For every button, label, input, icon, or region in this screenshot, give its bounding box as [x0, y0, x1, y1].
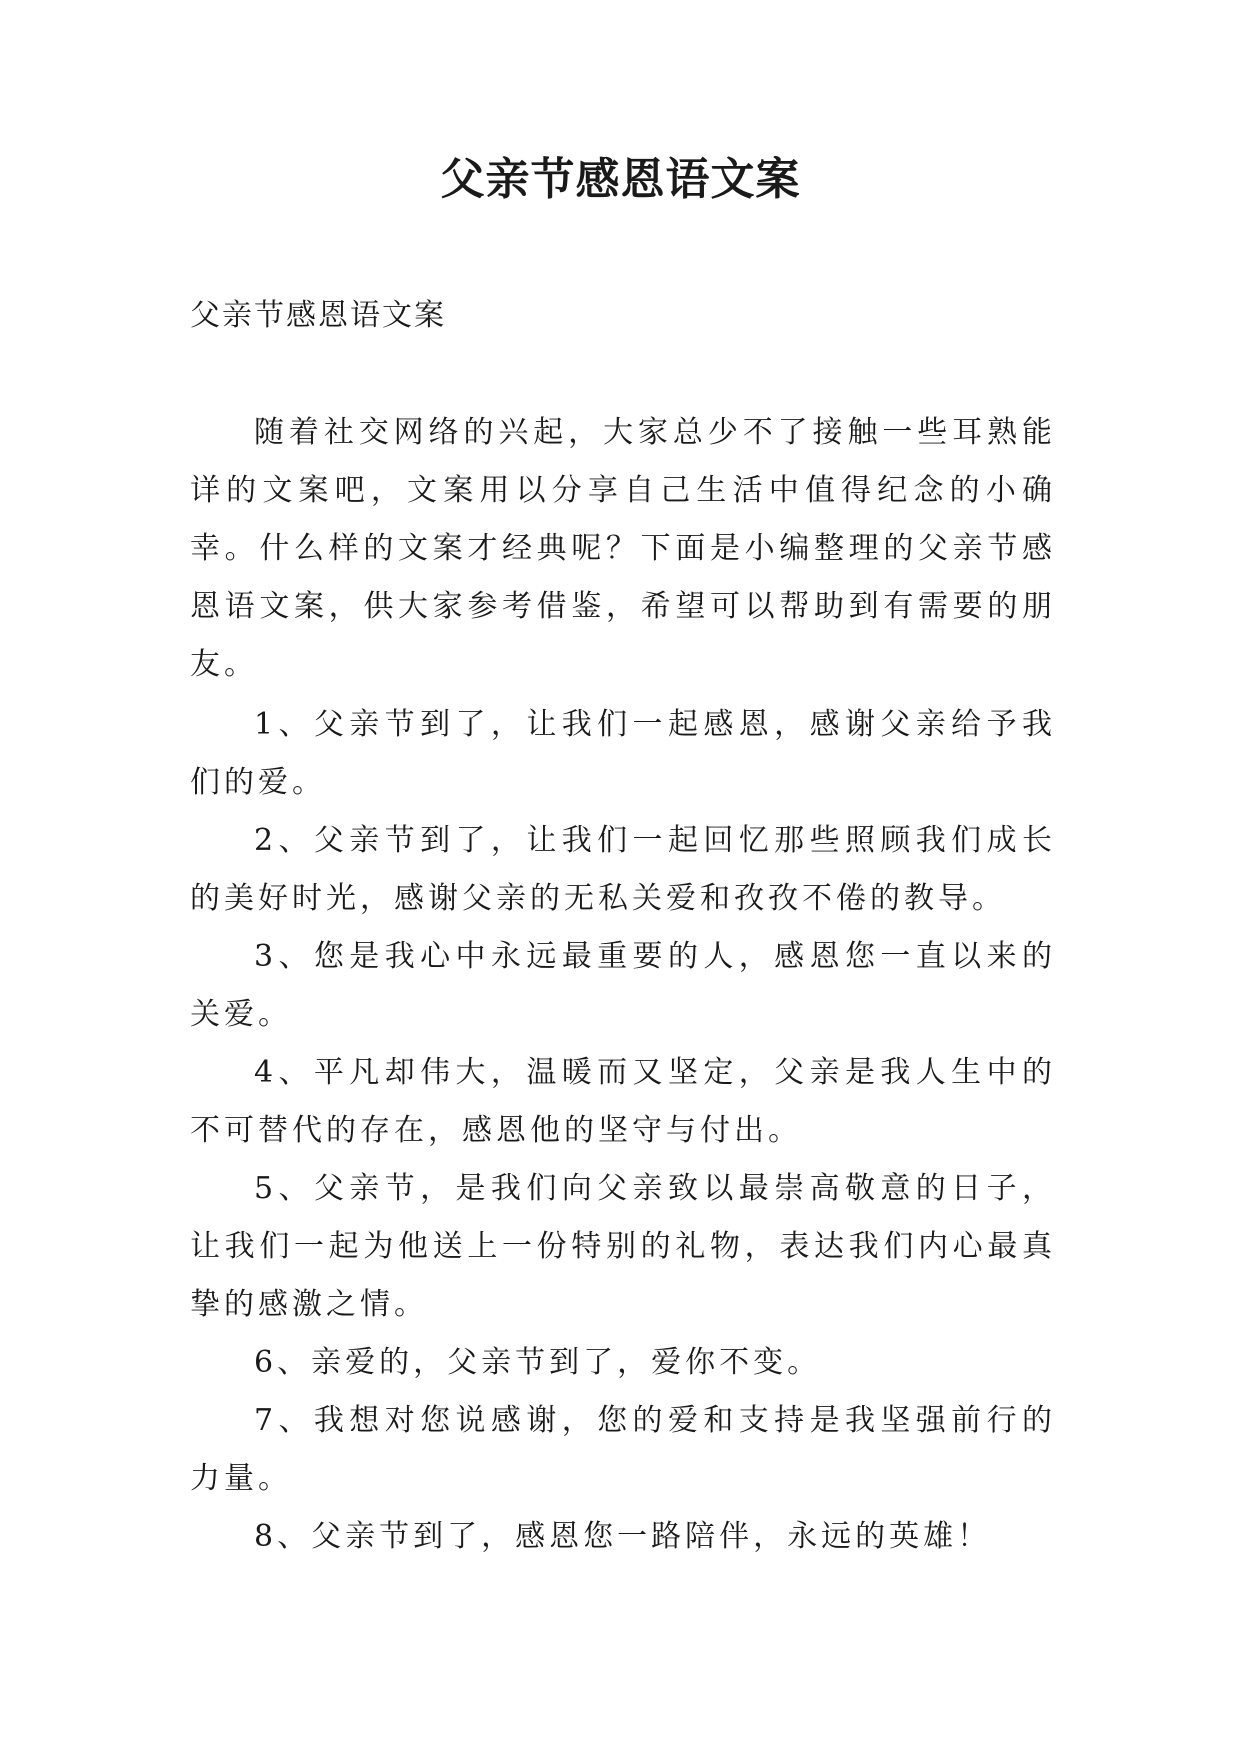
list-item: 4、平凡却伟大，温暖而又坚定，父亲是我人生中的不可替代的存在，感恩他的坚守与付出。 — [190, 1055, 1056, 1148]
list-item: 8、父亲节到了，感恩您一路陪伴，永远的英雄！ — [254, 1519, 992, 1554]
greeting-list — [190, 696, 1056, 1566]
list-item: 2、父亲节到了，让我们一起回忆那些照顾我们成长的美好时光，感谢父亲的无私关爱和孜孜不倦的教导。 — [190, 823, 1056, 916]
list-item: 3、您是我心中永远最重要的人，感恩您一直以来的关爱。 — [190, 939, 1056, 1032]
intro-paragraph: 随着社交网络的兴起，大家总少不了接触一些耳熟能详的文案吧，文案用以分享自己生活中值得纪念的小确幸。什么样的文案才经典呢？下面是小编整理的父亲节感恩语文案，供大家参考借鉴，希望可以帮助到有需要的朋友。 — [190, 415, 1056, 682]
document-subtitle: 父亲节感恩语文案 — [190, 298, 446, 333]
list-item: 6、亲爱的，父亲节到了，爱你不变。 — [254, 1345, 822, 1380]
list-item: 7、我想对您说感谢，您的爱和支持是我坚强前行的力量。 — [190, 1403, 1056, 1496]
list-item: 1、父亲节到了，让我们一起感恩，感谢父亲给予我们的爱。 — [190, 707, 1056, 800]
list-item: 5、父亲节，是我们向父亲致以最崇高敬意的日子，让我们一起为他送上一份特别的礼物，表达我们内心最真挚的感激之情。 — [190, 1171, 1056, 1322]
document-title: 父亲节感恩语文案 — [440, 154, 801, 205]
